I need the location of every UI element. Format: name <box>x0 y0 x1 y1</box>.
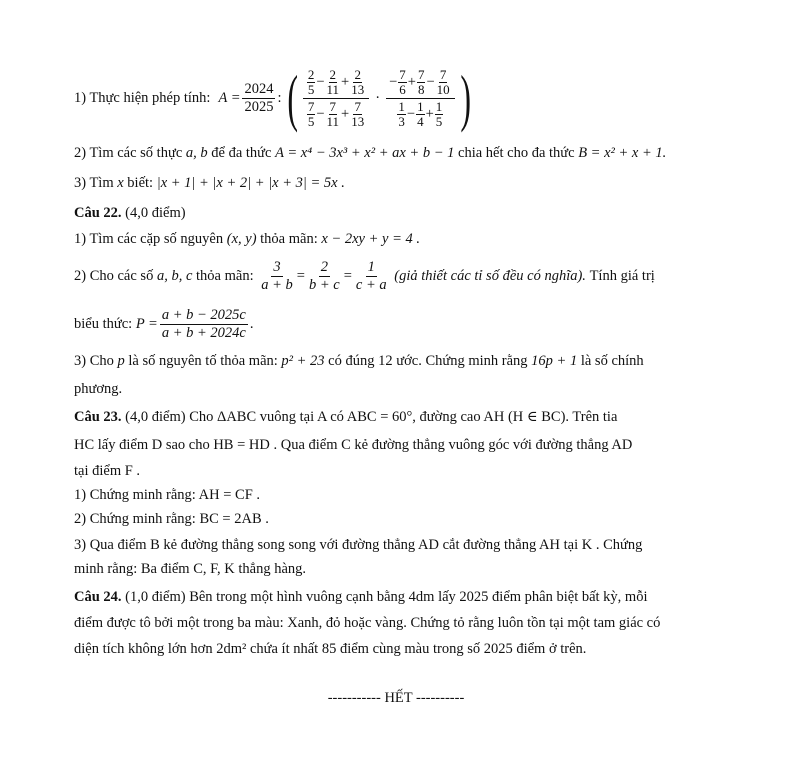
ratio-3: $\frac{1}{c + a}$ <box>355 258 387 293</box>
left-paren: ( <box>286 62 298 133</box>
problem-1-line <box>74 58 476 138</box>
coefficient-fraction: $\frac{2024}{2025}$ <box>244 80 274 115</box>
q22-part-1: 1) Tìm các cặp số nguyên (x, y) thỏa mãn: x − 2xy + y = 4 . <box>74 231 420 247</box>
absolute-value-equation: |x + 1| + |x + 2| + |x + 3| = 5x . <box>156 175 345 191</box>
question-24-line-3: diện tích không lớn hơn 2dm² chứa ít nhất 85 điểm cùng màu trong số 2025 điểm ở trên. <box>74 641 587 657</box>
question-23-line-1: Câu 23. (4,0 điểm) Cho ΔABC vuông tại A có ABC = 60°, đường cao AH (H ∈ BC). Trên tia <box>74 409 618 425</box>
ratio-1: $\frac{3}{a + b}$ <box>261 258 293 293</box>
question-23-line-6: 3) Qua điểm B kẻ đường thẳng song song với đường thẳng AD cắt đường thẳng AH tại K . Chứng <box>74 537 643 553</box>
right-paren: ) <box>459 62 471 133</box>
ratio-2: $\frac{2}{b + c}$ <box>308 258 340 293</box>
problem-1-label: 1) Thực hiện phép tính: <box>74 89 211 106</box>
q22-part-3: 3) Cho p là số nguyên tố thỏa mãn: p² + 23 có đúng 12 ước. Chứng minh rằng 16p + 1 là số chính <box>74 353 644 369</box>
polynomial-B: B = x² + x + 1. <box>578 145 667 161</box>
question-23-line-7: minh rằng: Ba điểm C, F, K thẳng hàng. <box>74 561 307 577</box>
question-23-line-3: tại điểm F . <box>74 463 141 479</box>
question-24-line-1: Câu 24. (1,0 điểm) Bên trong một hình vuông cạnh bằng 4dm lấy 2025 điểm phân biệt bất kỳ, mỗi <box>74 589 648 605</box>
q22-expression-P: biểu thức: P = $\frac{a + b - 2025c}{a + b + 2024c}$ . <box>74 306 254 341</box>
bracket-fraction-2: − $\frac{7}{6}$ + $\frac{7}{8}$ − $\frac{7}{10}$ 1 3 − $\frac{1}{4}$ + $\frac{1}{5}$ <box>386 67 455 130</box>
question-23-line-2: HC lấy điểm D sao cho HB = HD . Qua điểm C kẻ đường thẳng vuông góc với đường thẳng AD <box>74 437 633 453</box>
dot-operator: · <box>375 89 381 106</box>
bracket-fraction-1: 2 5 − $\frac{2}{11}$ + $\frac{2}{13}$ 7 5 − $\frac{7}{11}$ + $\frac{7}{13}$ <box>303 67 369 130</box>
A-equals: A = <box>218 89 241 106</box>
question-23-line-4: 1) Chứng minh rằng: AH = CF . <box>74 487 261 503</box>
end-marker: ----------- HẾT ---------- <box>327 690 465 706</box>
question-22-header: Câu 22. (4,0 điểm) <box>74 205 186 221</box>
problem-3-line: 3) Tìm x biết: |x + 1| + |x + 2| + |x + 3| = 5x . <box>74 175 345 191</box>
polynomial-A: A = x⁴ − 3x³ + x² + ax + b − 1 <box>275 145 455 161</box>
q22-part-2: 2) Cho các số a, b, c thỏa mãn: $\frac{3}{a + b}$ = $\frac{2}{b + c}$ = $\frac{1}{c + a}$ (giả thiết các tỉ số đều có nghĩa). Tính giá trị <box>74 258 655 293</box>
question-24-line-2: điểm được tô bởi một trong ba màu: Xanh, đỏ hoặc vàng. Chứng tỏ rằng luôn tồn tại một tam giác có <box>74 615 661 631</box>
q22-part-3-cont: phương. <box>74 381 123 397</box>
colon-sign: : <box>277 89 282 106</box>
problem-2-line: 2) Tìm các số thực a, b để đa thức A = x⁴ − 3x³ + x² + ax + b − 1 chia hết cho đa thức B = x² + x + 1. <box>74 145 667 161</box>
P-fraction: $\frac{a + b - 2025c}{a + b + 2024c}$ <box>161 306 246 341</box>
question-23-line-5: 2) Chứng minh rằng: BC = 2AB . <box>74 511 269 527</box>
